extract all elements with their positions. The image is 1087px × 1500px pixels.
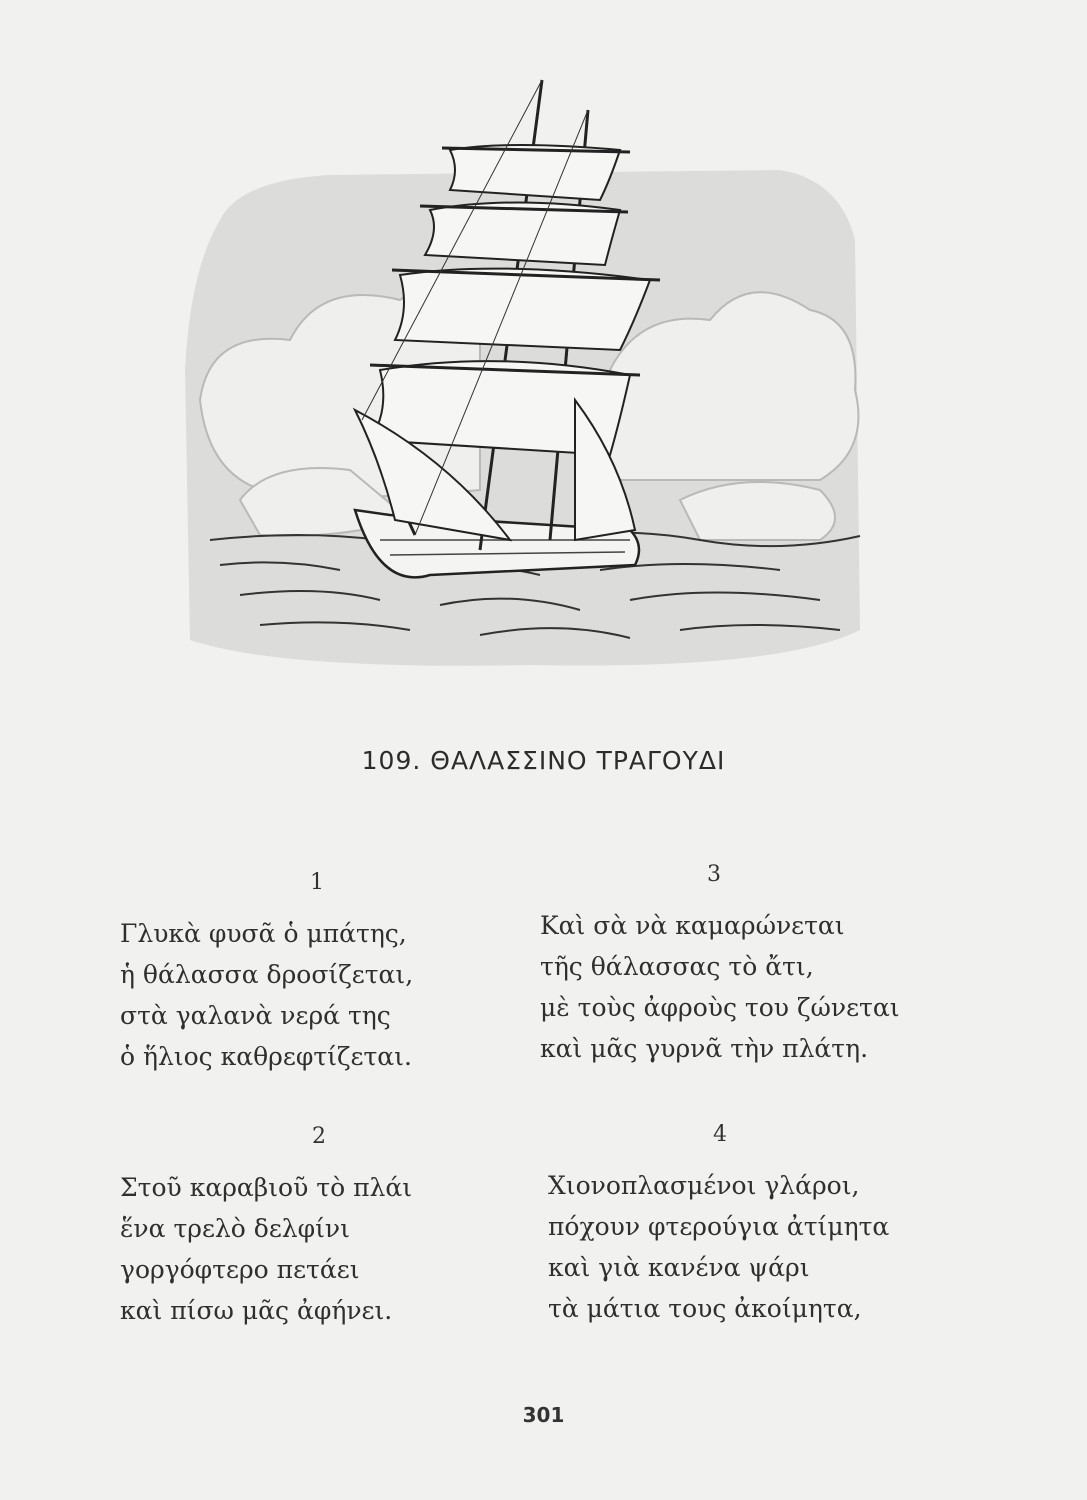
stanza-line: τὰ μάτια τους ἀκοίμητα,: [548, 1294, 862, 1323]
stanza-line: Γλυκὰ φυσᾶ ὁ μπάτης,: [120, 919, 407, 948]
stanza-3: [540, 862, 900, 1069]
stanza-line: Χιονοπλασμένοι γλάροι,: [548, 1171, 860, 1200]
stanza-line: καὶ γιὰ κανένα ψάρι: [548, 1253, 810, 1282]
stanza-line: Στοῦ καραβιοῦ τὸ πλάι: [120, 1173, 413, 1202]
stanza-number: 2: [312, 1124, 326, 1149]
stanza-line: ἕνα τρελὸ δελφίνι: [120, 1214, 350, 1243]
stanza-number: 3: [707, 862, 721, 887]
stanza-line: στὰ γαλανὰ νερά της: [120, 1001, 391, 1030]
stanza-4: [548, 1122, 889, 1329]
stanza-line: μὲ τοὺς ἀφροὺς του ζώνεται: [540, 993, 900, 1022]
page-number: 301: [522, 1403, 565, 1427]
stanza-line: ἡ θάλασσα δροσίζεται,: [120, 960, 414, 989]
stanza-1: [120, 870, 413, 1077]
poem-title: 109. ΘΑΛΑΣΣΙΝΟ ΤΡΑΓΟΥΔΙ: [361, 746, 726, 775]
stanza-line: καὶ μᾶς γυρνᾶ τὴν πλάτη.: [540, 1034, 869, 1063]
stanza-line: ὁ ἥλιος καθρεφτίζεται.: [120, 1042, 412, 1071]
stanza-line: τῆς θάλασσας τὸ ἄτι,: [540, 952, 814, 981]
stanza-line: γοργόφτερο πετάει: [120, 1255, 360, 1284]
stanza-2: [120, 1124, 412, 1331]
stanza-number: 4: [713, 1122, 727, 1147]
stanza-line: πόχουν φτερούγια ἀτίμητα: [548, 1212, 890, 1241]
stanza-number: 1: [310, 870, 324, 895]
stanza-line: καὶ πίσω μᾶς ἀφήνει.: [120, 1296, 393, 1325]
stanza-line: Καὶ σὰ νὰ καμαρώνεται: [540, 911, 845, 940]
sailing-ship-illustration: [180, 70, 870, 670]
